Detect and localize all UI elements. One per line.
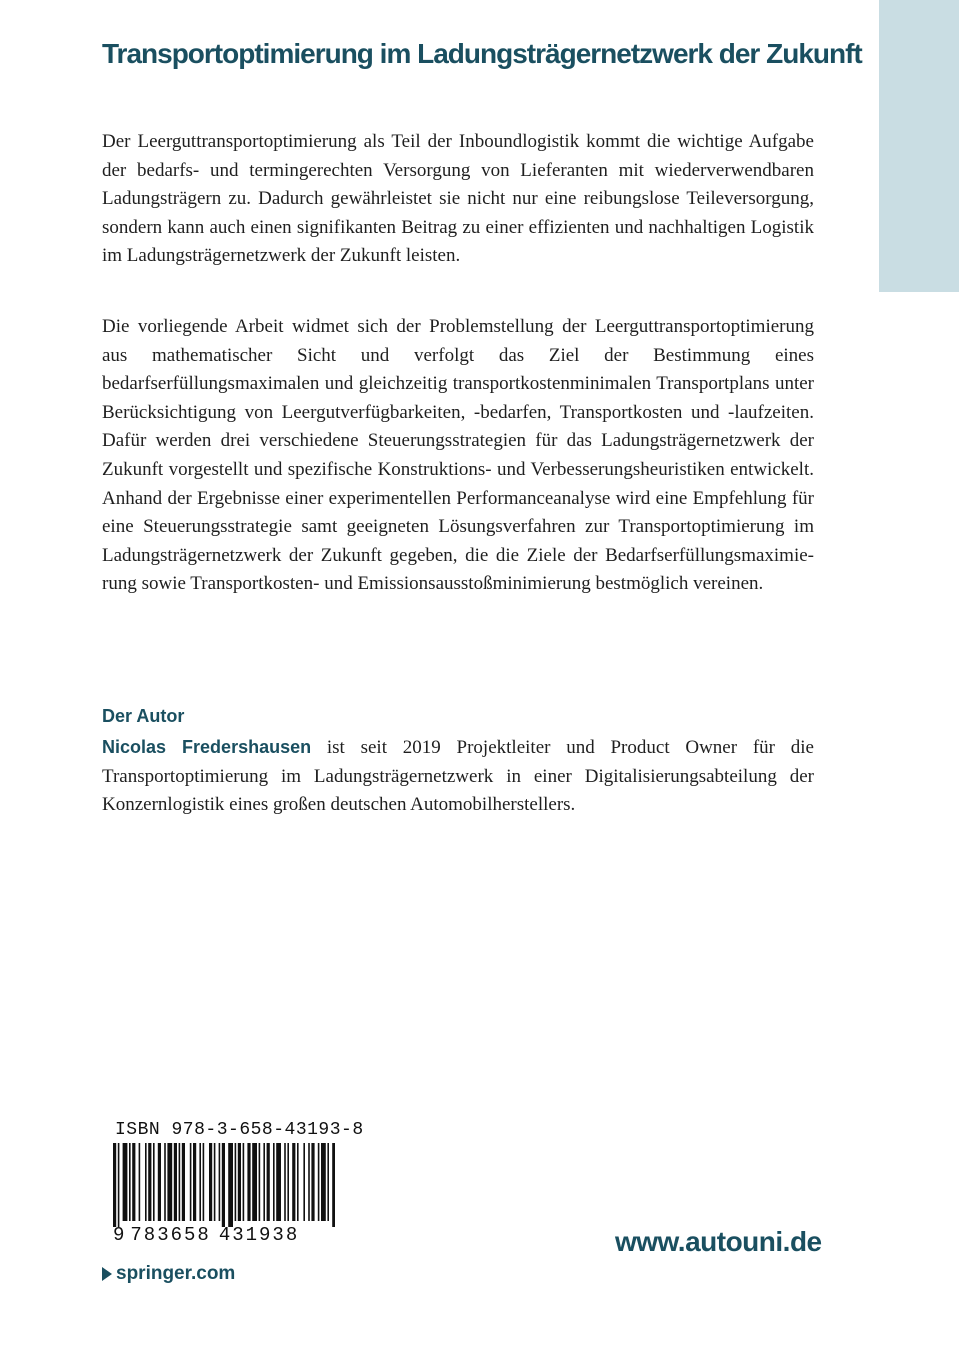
author-heading: Der Autor	[102, 706, 185, 726]
author-name: Nicolas Fredershausen	[102, 737, 312, 757]
arrow-right-icon	[102, 1267, 112, 1281]
barcode-digits	[113, 1224, 299, 1246]
springer-label: springer.com	[116, 1263, 236, 1284]
author-bio	[102, 733, 814, 820]
side-color-stripe	[879, 0, 959, 292]
description-paragraph-1: Der Leerguttransportoptimierung als Teil der Inboundlogistik kommt die wichtige Aufgabe der bedarfs- und termingerechten Versorgung von Lieferanten mit wiederverwendbaren Ladungsträgern zu. Dadurch gewährleistet sie nicht nur eine reibungslose Teileversorgung, sondern kann auch einen signifikanten Beitrag zu einer effizienten und nachhaltigen Logistik im Ladungsträgernetzwerk der Zukunft leisten.	[102, 131, 814, 267]
barcode-digits-right: 431938	[218, 1224, 300, 1246]
barcode-digits-left: 783658	[130, 1224, 211, 1246]
author-bio-text: ist seit 2019 Projektleiter und Product Owner für die Transportoptimierung im Ladungsträgernetzwerk in einer Digitalisierungsabteilung der Konzernlogistik eines großen deutschen Automobilherstellers.	[102, 737, 814, 816]
springer-link[interactable]	[102, 1263, 235, 1285]
barcode-digit-first: 9	[113, 1224, 125, 1246]
isbn-label: ISBN 978-3-658-43193-8	[115, 1120, 364, 1140]
book-title: Transportoptimierung im Ladungsträgernetzwerk der Zukunft	[102, 38, 862, 69]
website-link[interactable]: www.autouni.de	[615, 1226, 822, 1257]
barcode-icon	[113, 1143, 335, 1227]
description-paragraph-2: Die vorliegende Arbeit widmet sich der Problemstellung der Leerguttransportoptimierung aus mathematischer Sicht und verfolgt das Ziel der Bestimmung eines bedarfserfüllungsmaximalen und gleichzeitig transportkostenminimalen Transportplans unter Berücksichtigung von Leergutverfügbarkeiten, -bedarfen, Transportkosten und -laufzeiten. Dafür werden drei verschiedene Steuerungsstrategien für das Ladungsträgernetzwerk der Zukunft vorgestellt und spezifische Konstruktions- und Verbesserungsheuristiken entwickelt. Anhand der Ergebnisse einer experimentellen Performanceanalyse wird eine Empfehlung für eine Steuerungsstrategie samt geeigneten Lösungsverfahren zur Transportoptimierung im Ladungsträgernetzwerk der Zukunft gegeben, die die Ziele der Bedarfserfüllungsmaximierung sowie Transportkosten- und Emissionsausstoßminimierung bestmöglich vereinen.	[102, 316, 814, 595]
